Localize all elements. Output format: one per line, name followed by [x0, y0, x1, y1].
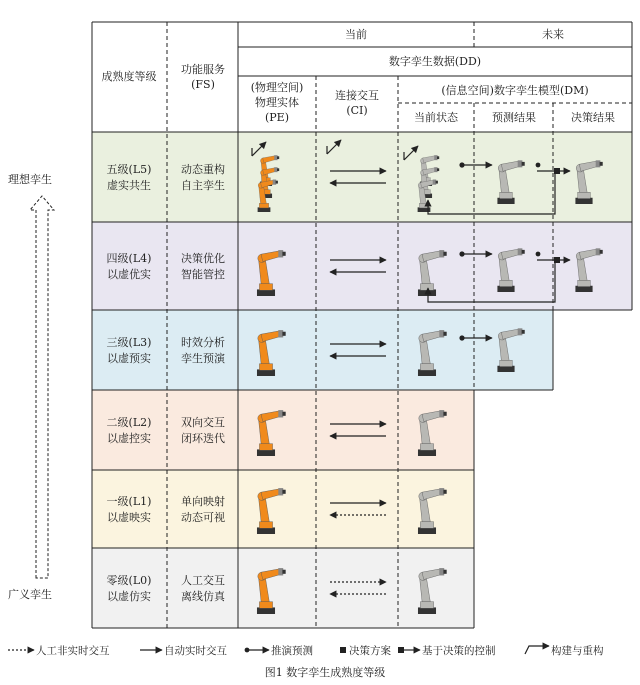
function-service-header: 功能服务: [181, 63, 225, 76]
future-header: 未来: [542, 28, 564, 41]
function-line2-L5: 自主孪生: [181, 179, 225, 192]
row-fill-L1: [92, 470, 474, 548]
function-line1-L2: 双向交互: [181, 416, 225, 429]
level-label-L0: 零级(L0): [106, 574, 152, 587]
dashed-up-arrow: [30, 196, 54, 578]
legend-item-solid-arrow: [140, 644, 227, 657]
function-line1-L0: 人工交互: [181, 574, 225, 587]
connect-header-1: 连接交互: [335, 89, 379, 102]
decision-header: 决策结果: [571, 111, 615, 124]
level-label-L3: 三级(L3): [106, 336, 152, 349]
level-desc-L2: 以虚控实: [107, 432, 151, 445]
function-line2-L0: 离线仿真: [181, 590, 225, 603]
function-line1-L5: 动态重构: [181, 163, 225, 176]
function-service-abbr: (FS): [191, 78, 215, 91]
level-label-L5: 五级(L5): [106, 163, 152, 176]
connect-header-2: (CI): [346, 104, 368, 117]
legend-item-bend-arrow: [525, 644, 604, 657]
maturity-level-header: 成熟度等级: [101, 70, 157, 83]
twin-level-axis: [8, 172, 54, 601]
legend-label-solid-arrow: 自动实时交互: [164, 645, 227, 657]
function-line2-L3: 孪生预演: [181, 352, 225, 365]
row-fill-L2: [92, 390, 474, 470]
legend-item-square-arrow: [398, 644, 496, 657]
legend-item-dot-arrow: [245, 644, 313, 657]
function-line1-L4: 决策优化: [181, 252, 225, 265]
function-line1-L3: 时效分析: [181, 336, 225, 349]
physical-header-3: (PE): [264, 111, 290, 124]
legend-label-square: 决策方案: [349, 645, 391, 657]
row-fills: [92, 132, 632, 628]
legend-label-square-arrow: 基于决策的控制: [422, 645, 496, 657]
level-desc-L5: 虚实共生: [107, 179, 151, 192]
legend-label-dot-arrow: 推演预测: [271, 645, 313, 657]
level-desc-L0: 以虚仿实: [107, 590, 151, 603]
figure-caption: 图1 数字孪生成熟度等级: [264, 666, 386, 679]
legend-label-bend-arrow: 构建与重构: [551, 645, 604, 657]
level-desc-L1: 以虚映实: [107, 511, 151, 524]
level-label-L1: 一级(L1): [106, 495, 152, 508]
physical-header-1: (物理空间): [250, 81, 304, 94]
physical-header-2: 物理实体: [255, 96, 299, 109]
row-fill-L0: [92, 548, 474, 628]
model-header: (信息空间)数字孪生模型(DM): [441, 84, 589, 97]
legend-item-dotted-arrow: [8, 644, 110, 657]
prediction-header: 预测结果: [492, 111, 536, 124]
function-line1-L1: 单向映射: [181, 495, 225, 508]
function-line2-L4: 智能管控: [181, 268, 225, 281]
level-label-L2: 二级(L2): [106, 416, 152, 429]
function-line2-L2: 闭环迭代: [181, 432, 225, 445]
row-fill-L3: [92, 310, 553, 390]
legend-label-dotted-arrow: 人工非实时交互: [36, 645, 110, 657]
current-header: 当前: [345, 28, 367, 41]
level-desc-L3: 以虚预实: [107, 352, 151, 365]
legend-item-square: [340, 644, 391, 657]
twin-data-header: 数字孪生数据(DD): [388, 55, 482, 68]
ideal-twin-label: 理想孪生: [8, 173, 52, 186]
general-twin-label: 广义孪生: [8, 588, 52, 601]
level-desc-L4: 以虚优实: [107, 268, 151, 281]
legend: [8, 644, 604, 657]
current-state-header: 当前状态: [414, 111, 458, 124]
row-fill-L5: [92, 132, 632, 222]
level-label-L4: 四级(L4): [106, 252, 152, 265]
row-fill-L4: [92, 222, 632, 310]
function-line2-L1: 动态可视: [181, 511, 225, 524]
